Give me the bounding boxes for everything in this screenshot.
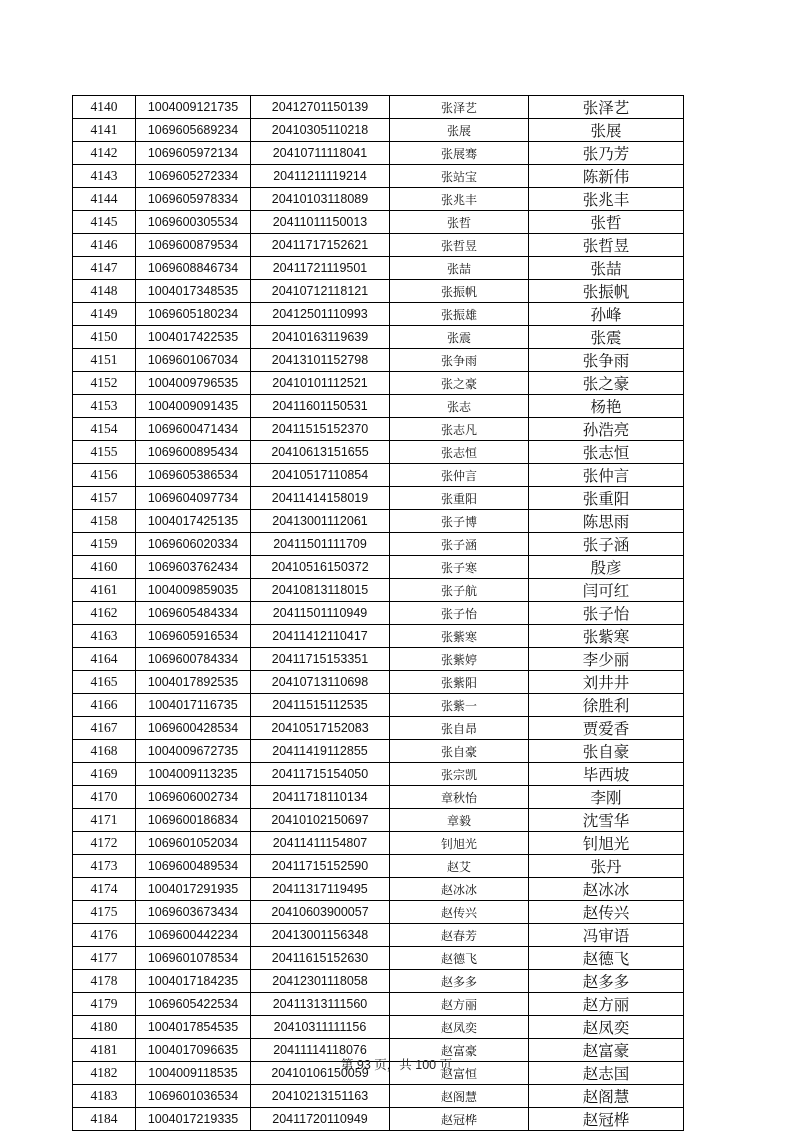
registered-name-cell: 张展骞 <box>390 142 529 165</box>
candidate-id-cell: 1004017291935 <box>136 878 251 901</box>
exam-number-cell: 20411718110134 <box>251 786 390 809</box>
candidate-id-cell: 1069600879534 <box>136 234 251 257</box>
exam-number-cell: 20411411154807 <box>251 832 390 855</box>
registered-name-cell: 赵多多 <box>390 970 529 993</box>
row-number-cell: 4141 <box>73 119 136 142</box>
candidate-id-cell: 1069605916534 <box>136 625 251 648</box>
candidate-id-cell: 1069605689234 <box>136 119 251 142</box>
registered-name-cell: 张紫一 <box>390 694 529 717</box>
row-number-cell: 4179 <box>73 993 136 1016</box>
candidate-id-cell: 1069601078534 <box>136 947 251 970</box>
row-number-cell: 4143 <box>73 165 136 188</box>
exam-number-cell: 20411114118076 <box>251 1039 390 1062</box>
table-row <box>73 234 684 257</box>
verified-name-cell: 张展 <box>529 119 684 142</box>
table-row <box>73 786 684 809</box>
candidate-id-cell: 1069601052034 <box>136 832 251 855</box>
table-row <box>73 602 684 625</box>
registered-name-cell: 张子怡 <box>390 602 529 625</box>
table-row <box>73 349 684 372</box>
registered-name-cell: 张争雨 <box>390 349 529 372</box>
table-row <box>73 418 684 441</box>
verified-name-cell: 赵方丽 <box>529 993 684 1016</box>
registered-name-cell: 章秋怡 <box>390 786 529 809</box>
verified-name-cell: 张喆 <box>529 257 684 280</box>
row-number-cell: 4163 <box>73 625 136 648</box>
roster-table <box>72 95 684 1131</box>
registered-name-cell: 张仲言 <box>390 464 529 487</box>
verified-name-cell: 赵志国 <box>529 1062 684 1085</box>
registered-name-cell: 张自豪 <box>390 740 529 763</box>
registered-name-cell: 赵冠桦 <box>390 1108 529 1131</box>
row-number-cell: 4167 <box>73 717 136 740</box>
table-row <box>73 993 684 1016</box>
exam-number-cell: 20411501111709 <box>251 533 390 556</box>
candidate-id-cell: 1004017425135 <box>136 510 251 533</box>
verified-name-cell: 陈新伟 <box>529 165 684 188</box>
exam-number-cell: 20411720110949 <box>251 1108 390 1131</box>
registered-name-cell: 赵富恒 <box>390 1062 529 1085</box>
candidate-id-cell: 1069600489534 <box>136 855 251 878</box>
candidate-id-cell: 1004017892535 <box>136 671 251 694</box>
registered-name-cell: 张展 <box>390 119 529 142</box>
exam-number-cell: 20412701150139 <box>251 96 390 119</box>
exam-number-cell: 20411211119214 <box>251 165 390 188</box>
exam-number-cell: 20411317119495 <box>251 878 390 901</box>
table-row <box>73 510 684 533</box>
registered-name-cell: 张子寒 <box>390 556 529 579</box>
exam-number-cell: 20411419112855 <box>251 740 390 763</box>
registered-name-cell: 张志恒 <box>390 441 529 464</box>
candidate-id-cell: 1069606020334 <box>136 533 251 556</box>
registered-name-cell: 张重阳 <box>390 487 529 510</box>
verified-name-cell: 张志恒 <box>529 441 684 464</box>
verified-name-cell: 赵冰冰 <box>529 878 684 901</box>
registered-name-cell: 张自昂 <box>390 717 529 740</box>
table-row <box>73 96 684 119</box>
row-number-cell: 4145 <box>73 211 136 234</box>
candidate-id-cell: 1069603762434 <box>136 556 251 579</box>
table-row <box>73 1108 684 1131</box>
candidate-id-cell: 1069605272334 <box>136 165 251 188</box>
exam-number-cell: 20411717152621 <box>251 234 390 257</box>
verified-name-cell: 沈雪华 <box>529 809 684 832</box>
table-row <box>73 257 684 280</box>
verified-name-cell: 赵阁慧 <box>529 1085 684 1108</box>
registered-name-cell: 张振雄 <box>390 303 529 326</box>
exam-number-cell: 20410101112521 <box>251 372 390 395</box>
page-footer: 第 93 页，共 100 页 <box>340 1058 453 1072</box>
verified-name-cell: 刘井井 <box>529 671 684 694</box>
candidate-id-cell: 1004017116735 <box>136 694 251 717</box>
table-row <box>73 740 684 763</box>
row-number-cell: 4160 <box>73 556 136 579</box>
table-row <box>73 326 684 349</box>
registered-name-cell: 赵凤奕 <box>390 1016 529 1039</box>
exam-number-cell: 20413101152798 <box>251 349 390 372</box>
verified-name-cell: 闫可红 <box>529 579 684 602</box>
candidate-id-cell: 1069605422534 <box>136 993 251 1016</box>
table-row <box>73 671 684 694</box>
registered-name-cell: 赵冰冰 <box>390 878 529 901</box>
candidate-id-cell: 1004017184235 <box>136 970 251 993</box>
registered-name-cell: 张哲 <box>390 211 529 234</box>
verified-name-cell: 张子涵 <box>529 533 684 556</box>
registered-name-cell: 张紫寒 <box>390 625 529 648</box>
row-number-cell: 4172 <box>73 832 136 855</box>
candidate-id-cell: 1004009672735 <box>136 740 251 763</box>
table-row <box>73 579 684 602</box>
verified-name-cell: 毕西坡 <box>529 763 684 786</box>
table-row <box>73 763 684 786</box>
table-row <box>73 878 684 901</box>
verified-name-cell: 赵德飞 <box>529 947 684 970</box>
exam-number-cell: 20410603900057 <box>251 901 390 924</box>
table-row <box>73 1085 684 1108</box>
table-row <box>73 487 684 510</box>
table-row <box>73 924 684 947</box>
registered-name-cell: 张志 <box>390 395 529 418</box>
registered-name-cell: 赵阁慧 <box>390 1085 529 1108</box>
exam-number-cell: 20411313111560 <box>251 993 390 1016</box>
verified-name-cell: 赵富豪 <box>529 1039 684 1062</box>
registered-name-cell: 赵艾 <box>390 855 529 878</box>
candidate-id-cell: 1069600895434 <box>136 441 251 464</box>
row-number-cell: 4176 <box>73 924 136 947</box>
row-number-cell: 4165 <box>73 671 136 694</box>
candidate-id-cell: 1069608846734 <box>136 257 251 280</box>
table-row <box>73 947 684 970</box>
exam-number-cell: 20411414158019 <box>251 487 390 510</box>
row-number-cell: 4148 <box>73 280 136 303</box>
exam-number-cell: 20410311111156 <box>251 1016 390 1039</box>
exam-number-cell: 20411515112535 <box>251 694 390 717</box>
registered-name-cell: 张子涵 <box>390 533 529 556</box>
verified-name-cell: 李刚 <box>529 786 684 809</box>
exam-number-cell: 20410106150059 <box>251 1062 390 1085</box>
candidate-id-cell: 1004009859035 <box>136 579 251 602</box>
exam-number-cell: 20411715152590 <box>251 855 390 878</box>
registered-name-cell: 赵春芳 <box>390 924 529 947</box>
row-number-cell: 4144 <box>73 188 136 211</box>
row-number-cell: 4162 <box>73 602 136 625</box>
row-number-cell: 4155 <box>73 441 136 464</box>
row-number-cell: 4159 <box>73 533 136 556</box>
exam-number-cell: 20412501110993 <box>251 303 390 326</box>
candidate-id-cell: 1069606002734 <box>136 786 251 809</box>
verified-name-cell: 张子怡 <box>529 602 684 625</box>
exam-number-cell: 20410517152083 <box>251 717 390 740</box>
verified-name-cell: 赵凤奕 <box>529 1016 684 1039</box>
candidate-id-cell: 1069600442234 <box>136 924 251 947</box>
row-number-cell: 4166 <box>73 694 136 717</box>
registered-name-cell: 张紫阳 <box>390 671 529 694</box>
candidate-id-cell: 1069604097734 <box>136 487 251 510</box>
candidate-id-cell: 1069600428534 <box>136 717 251 740</box>
exam-number-cell: 20411615152630 <box>251 947 390 970</box>
registered-name-cell: 张子航 <box>390 579 529 602</box>
registered-name-cell: 章毅 <box>390 809 529 832</box>
roster-table-body <box>73 96 684 1131</box>
exam-number-cell: 20411601150531 <box>251 395 390 418</box>
verified-name-cell: 徐胜利 <box>529 694 684 717</box>
table-row <box>73 142 684 165</box>
verified-name-cell: 张自豪 <box>529 740 684 763</box>
candidate-id-cell: 1004017854535 <box>136 1016 251 1039</box>
exam-number-cell: 20413001112061 <box>251 510 390 533</box>
registered-name-cell: 张子博 <box>390 510 529 533</box>
row-number-cell: 4157 <box>73 487 136 510</box>
row-number-cell: 4158 <box>73 510 136 533</box>
verified-name-cell: 张振帆 <box>529 280 684 303</box>
table-row <box>73 625 684 648</box>
verified-name-cell: 陈思雨 <box>529 510 684 533</box>
registered-name-cell: 张志凡 <box>390 418 529 441</box>
table-row <box>73 165 684 188</box>
table-row <box>73 648 684 671</box>
table-row <box>73 119 684 142</box>
row-number-cell: 4181 <box>73 1039 136 1062</box>
row-number-cell: 4182 <box>73 1062 136 1085</box>
row-number-cell: 4151 <box>73 349 136 372</box>
candidate-id-cell: 1069605972134 <box>136 142 251 165</box>
row-number-cell: 4164 <box>73 648 136 671</box>
candidate-id-cell: 1069600471434 <box>136 418 251 441</box>
verified-name-cell: 张紫寒 <box>529 625 684 648</box>
table-row <box>73 809 684 832</box>
verified-name-cell: 张震 <box>529 326 684 349</box>
verified-name-cell: 张争雨 <box>529 349 684 372</box>
row-number-cell: 4184 <box>73 1108 136 1131</box>
table-row <box>73 441 684 464</box>
candidate-id-cell: 1004017348535 <box>136 280 251 303</box>
table-row <box>73 533 684 556</box>
table-row <box>73 901 684 924</box>
exam-number-cell: 20412301118058 <box>251 970 390 993</box>
table-row <box>73 211 684 234</box>
verified-name-cell: 张泽艺 <box>529 96 684 119</box>
candidate-id-cell: 1069601067034 <box>136 349 251 372</box>
verified-name-cell: 张兆丰 <box>529 188 684 211</box>
exam-number-cell: 20411515152370 <box>251 418 390 441</box>
candidate-id-cell: 1069605180234 <box>136 303 251 326</box>
row-number-cell: 4149 <box>73 303 136 326</box>
exam-number-cell: 20411011150013 <box>251 211 390 234</box>
verified-name-cell: 张哲 <box>529 211 684 234</box>
registered-name-cell: 张喆 <box>390 257 529 280</box>
candidate-id-cell: 1004009113235 <box>136 763 251 786</box>
row-number-cell: 4174 <box>73 878 136 901</box>
table-row <box>73 855 684 878</box>
row-number-cell: 4140 <box>73 96 136 119</box>
table-row <box>73 464 684 487</box>
candidate-id-cell: 1069600784334 <box>136 648 251 671</box>
table-row <box>73 717 684 740</box>
exam-number-cell: 20410102150697 <box>251 809 390 832</box>
candidate-id-cell: 1069600305534 <box>136 211 251 234</box>
row-number-cell: 4156 <box>73 464 136 487</box>
table-row <box>73 395 684 418</box>
row-number-cell: 4154 <box>73 418 136 441</box>
exam-number-cell: 20410213151163 <box>251 1085 390 1108</box>
registered-name-cell: 张之豪 <box>390 372 529 395</box>
candidate-id-cell: 1004009118535 <box>136 1062 251 1085</box>
verified-name-cell: 张重阳 <box>529 487 684 510</box>
table-row <box>73 280 684 303</box>
registered-name-cell: 张振帆 <box>390 280 529 303</box>
table-row <box>73 694 684 717</box>
candidate-id-cell: 1004017219335 <box>136 1108 251 1131</box>
verified-name-cell: 李少丽 <box>529 648 684 671</box>
exam-number-cell: 20410712118121 <box>251 280 390 303</box>
candidate-id-cell: 1069605484334 <box>136 602 251 625</box>
verified-name-cell: 赵传兴 <box>529 901 684 924</box>
verified-name-cell: 孙浩亮 <box>529 418 684 441</box>
verified-name-cell: 张乃芳 <box>529 142 684 165</box>
registered-name-cell: 张震 <box>390 326 529 349</box>
candidate-id-cell: 1004017422535 <box>136 326 251 349</box>
registered-name-cell: 赵传兴 <box>390 901 529 924</box>
row-number-cell: 4142 <box>73 142 136 165</box>
exam-number-cell: 20411715154050 <box>251 763 390 786</box>
registered-name-cell: 张紫婷 <box>390 648 529 671</box>
verified-name-cell: 张仲言 <box>529 464 684 487</box>
row-number-cell: 4178 <box>73 970 136 993</box>
table-row <box>73 188 684 211</box>
registered-name-cell: 赵富豪 <box>390 1039 529 1062</box>
exam-number-cell: 20410103118089 <box>251 188 390 211</box>
candidate-id-cell: 1004009796535 <box>136 372 251 395</box>
exam-number-cell: 20410305110218 <box>251 119 390 142</box>
candidate-id-cell: 1004009091435 <box>136 395 251 418</box>
exam-number-cell: 20411412110417 <box>251 625 390 648</box>
row-number-cell: 4147 <box>73 257 136 280</box>
verified-name-cell: 杨艳 <box>529 395 684 418</box>
exam-number-cell: 20410613151655 <box>251 441 390 464</box>
registered-name-cell: 张泽艺 <box>390 96 529 119</box>
verified-name-cell: 贾爱香 <box>529 717 684 740</box>
row-number-cell: 4161 <box>73 579 136 602</box>
verified-name-cell: 赵冠桦 <box>529 1108 684 1131</box>
exam-number-cell: 20410713110698 <box>251 671 390 694</box>
candidate-id-cell: 1069601036534 <box>136 1085 251 1108</box>
row-number-cell: 4169 <box>73 763 136 786</box>
table-row <box>73 832 684 855</box>
exam-number-cell: 20410813118015 <box>251 579 390 602</box>
candidate-id-cell: 1069600186834 <box>136 809 251 832</box>
verified-name-cell: 孙峰 <box>529 303 684 326</box>
candidate-id-cell: 1069605386534 <box>136 464 251 487</box>
registered-name-cell: 张宗凯 <box>390 763 529 786</box>
exam-number-cell: 20411721119501 <box>251 257 390 280</box>
verified-name-cell: 张丹 <box>529 855 684 878</box>
row-number-cell: 4150 <box>73 326 136 349</box>
exam-number-cell: 20411715153351 <box>251 648 390 671</box>
exam-number-cell: 20410516150372 <box>251 556 390 579</box>
exam-number-cell: 20410711118041 <box>251 142 390 165</box>
candidate-id-cell: 1069603673434 <box>136 901 251 924</box>
row-number-cell: 4177 <box>73 947 136 970</box>
table-row <box>73 303 684 326</box>
registered-name-cell: 张站宝 <box>390 165 529 188</box>
row-number-cell: 4175 <box>73 901 136 924</box>
row-number-cell: 4173 <box>73 855 136 878</box>
row-number-cell: 4170 <box>73 786 136 809</box>
candidate-id-cell: 1004009121735 <box>136 96 251 119</box>
registered-name-cell: 赵德飞 <box>390 947 529 970</box>
row-number-cell: 4171 <box>73 809 136 832</box>
row-number-cell: 4146 <box>73 234 136 257</box>
registered-name-cell: 张兆丰 <box>390 188 529 211</box>
verified-name-cell: 冯审语 <box>529 924 684 947</box>
row-number-cell: 4168 <box>73 740 136 763</box>
registered-name-cell: 赵方丽 <box>390 993 529 1016</box>
verified-name-cell: 张之豪 <box>529 372 684 395</box>
table-row <box>73 1016 684 1039</box>
row-number-cell: 4153 <box>73 395 136 418</box>
registered-name-cell: 张哲昱 <box>390 234 529 257</box>
exam-number-cell: 20413001156348 <box>251 924 390 947</box>
row-number-cell: 4183 <box>73 1085 136 1108</box>
table-row <box>73 372 684 395</box>
table-row <box>73 970 684 993</box>
verified-name-cell: 张哲昱 <box>529 234 684 257</box>
registered-name-cell: 钊旭光 <box>390 832 529 855</box>
exam-number-cell: 20410517110854 <box>251 464 390 487</box>
row-number-cell: 4180 <box>73 1016 136 1039</box>
exam-number-cell: 20411501110949 <box>251 602 390 625</box>
row-number-cell: 4152 <box>73 372 136 395</box>
exam-number-cell: 20410163119639 <box>251 326 390 349</box>
verified-name-cell: 赵多多 <box>529 970 684 993</box>
verified-name-cell: 钊旭光 <box>529 832 684 855</box>
candidate-id-cell: 1004017096635 <box>136 1039 251 1062</box>
candidate-id-cell: 1069605978334 <box>136 188 251 211</box>
table-row <box>73 556 684 579</box>
verified-name-cell: 殷彦 <box>529 556 684 579</box>
